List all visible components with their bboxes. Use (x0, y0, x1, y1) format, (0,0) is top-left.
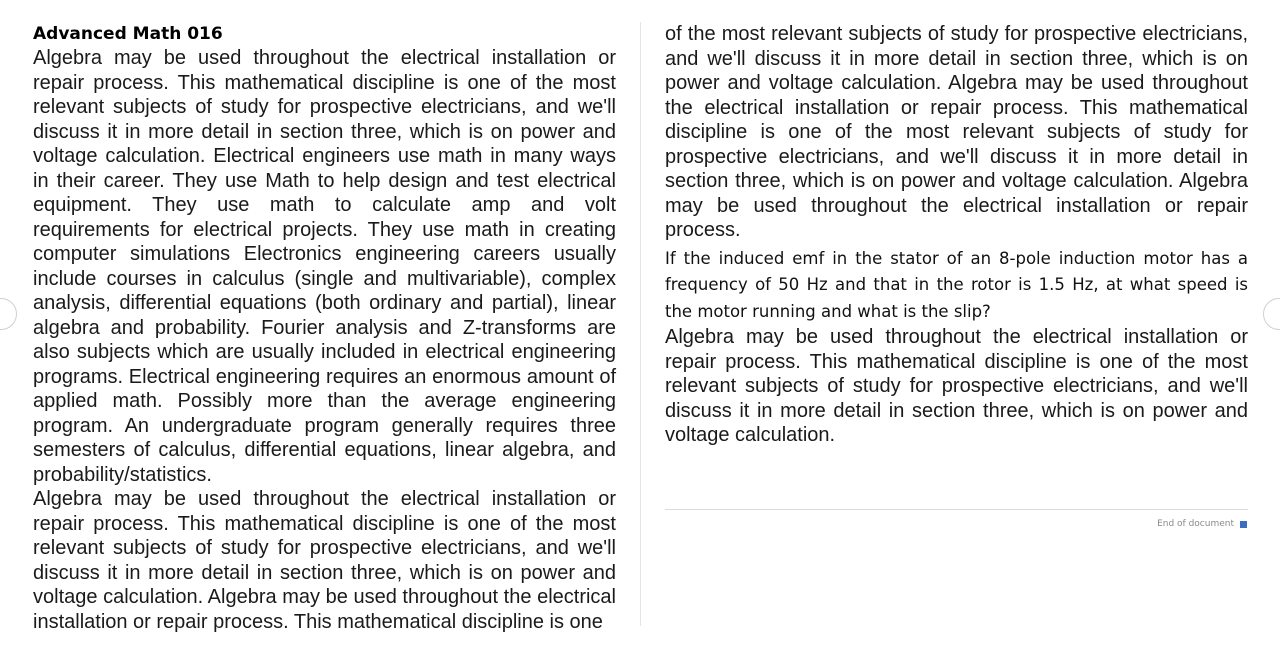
end-square-icon (1240, 521, 1247, 528)
next-page-icon[interactable] (1263, 298, 1280, 330)
end-rule (665, 509, 1248, 510)
end-of-document-label: End of document (1157, 519, 1234, 529)
closing-paragraph: Algebra may be used throughout the electrical installation or repair process. This mathematical discipline is one of the most relevant subjects of study for prospective electricians, and we'll discuss it in more detail in section three, which is on power and voltage calculation. (665, 326, 1248, 446)
document-title: Advanced Math 016 (33, 24, 223, 44)
right-column (665, 22, 1248, 448)
question-text: If the induced emf in the stator of an 8-pole induction motor has a frequency of 50 Hz and that in the rotor is 1.5 Hz, at what speed is the motor running and what is the slip? (665, 248, 1248, 321)
body-paragraph-overflow: of the most relevant subjects of study for prospective electricians, and we'll discuss it in more detail in section three, which is on power and voltage calculation. Algebra may be used throughout the electrical installation or repair process. This mathematical discipline is one of the most relevant subjects of study for prospective electricians, and we'll discuss it in more detail in section three, which is on power and voltage calculation. Algebra may be used throughout the electrical installation or repair process. (665, 23, 1248, 241)
body-paragraph-continued: Algebra may be used throughout the electrical installation or repair process. This mathematical discipline is one of the most relevant subjects of study for prospective electricians, and we'll discuss it in more detail in section three, which is on power and voltage calculation. Algebra may be used throughout the electrical installation or repair process. This mathematical discipline is one (33, 488, 616, 633)
end-of-document-marker (1157, 519, 1247, 529)
column-divider (640, 22, 641, 626)
left-column (33, 22, 616, 634)
previous-page-icon[interactable] (0, 298, 17, 330)
body-paragraph: Algebra may be used throughout the electrical installation or repair process. This mathematical discipline is one of the most relevant subjects of study for prospective electricians, and we'll discuss it in more detail in section three, which is on power and voltage calculation. Electrical engineers use math in many ways in their career. They use Math to help design and test electrical equipment. They use math to calculate amp and volt requirements for electrical projects. They use math in creating computer simulations Electronics engineering careers usually include courses in calculus (single and multivariable), complex analysis, differential equations (both ordinary and partial), linear algebra and probability. Fourier analysis and Z-transforms are also subjects which are usually included in electrical engineering programs. Electrical engineering requires an enormous amount of applied math. Possibly more than the average engineering program. An undergraduate program generally requires three semesters of calculus, differential equations, linear algebra, and probability/statistics. (33, 47, 616, 486)
